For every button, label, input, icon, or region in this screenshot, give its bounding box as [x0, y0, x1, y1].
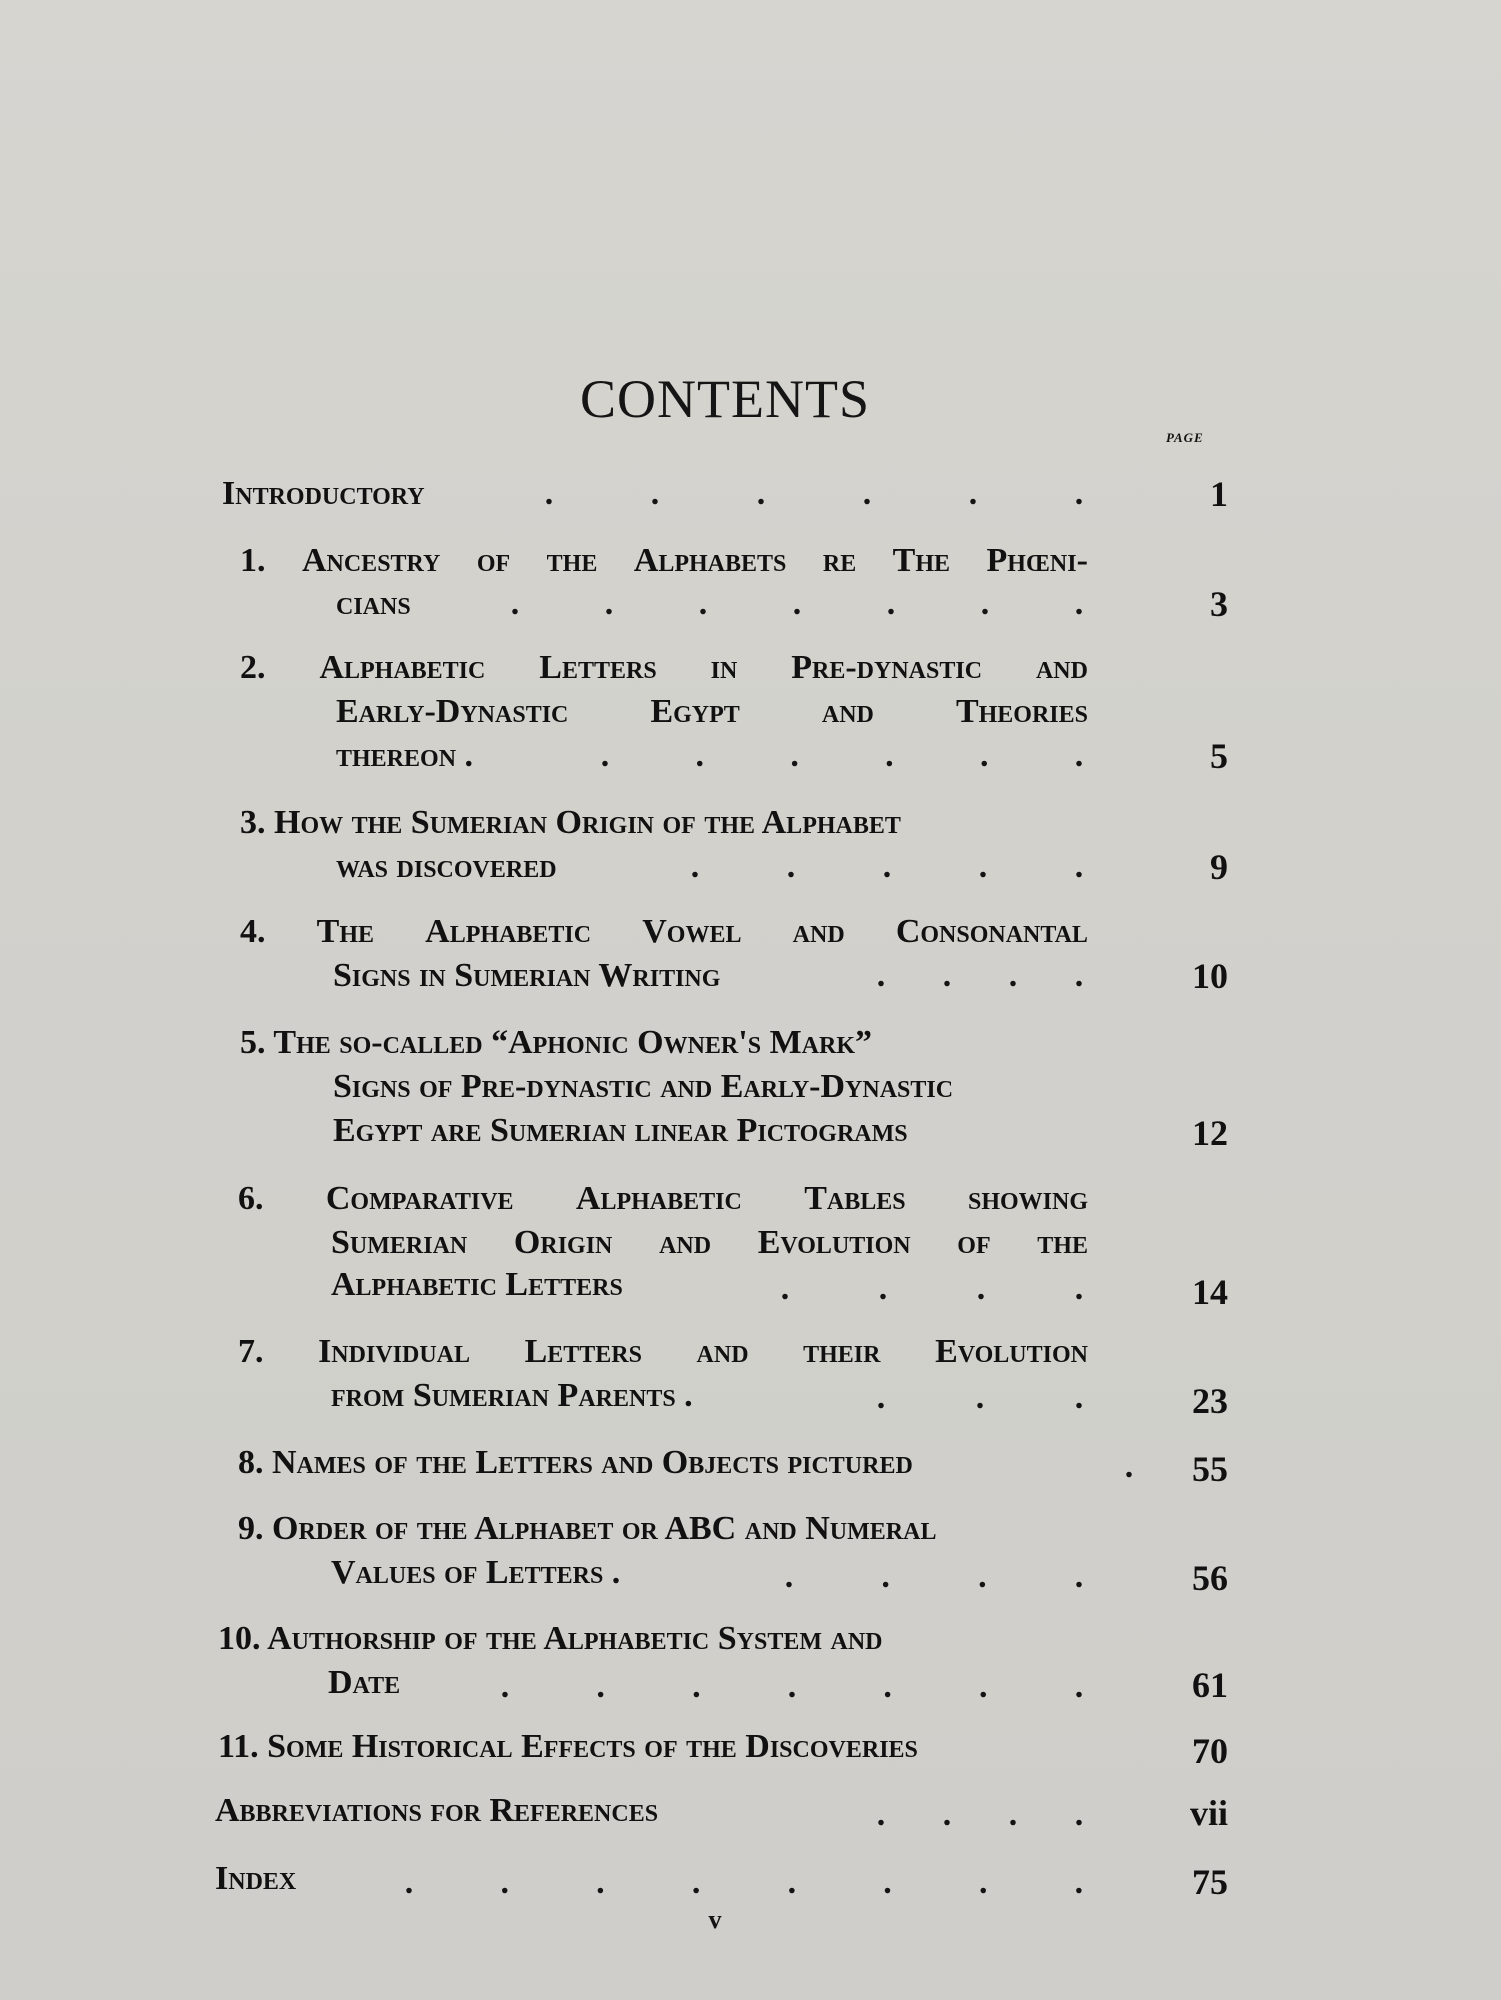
word: 4. — [240, 913, 266, 950]
word: Letters — [539, 649, 657, 686]
word: and — [821, 693, 874, 730]
leader-dots: . . . . . . . — [510, 585, 1084, 622]
toc-entry-title — [240, 911, 1088, 953]
word: of — [957, 1224, 991, 1261]
word: Pre-dynastic — [791, 649, 983, 686]
leader-dots: . . . . — [784, 1558, 1084, 1595]
word: re — [822, 542, 857, 579]
word: the — [546, 542, 598, 579]
word: 2. — [240, 649, 266, 686]
toc-page-number: 10 — [1192, 956, 1228, 996]
leader-dots: . . . . . — [690, 848, 1084, 885]
word: Sumerian — [331, 1224, 468, 1261]
toc-entry-title-cont: cians — [336, 585, 411, 622]
word: Alphabets — [633, 542, 787, 579]
word: Comparative — [325, 1180, 514, 1217]
word: Letters — [524, 1333, 642, 1370]
toc-entry-title: 10. Authorship of the Alphabetic System and — [218, 1620, 883, 1657]
toc-entry-title-cont: Values of Letters . — [331, 1554, 621, 1591]
leader-dots: . . . . . . — [600, 737, 1084, 774]
toc-entry-title-cont: Signs in Sumerian Writing — [333, 957, 721, 994]
toc-page-number: 12 — [1192, 1113, 1228, 1153]
word: 1. — [240, 542, 266, 579]
page-title: CONTENTS — [580, 369, 870, 429]
word: The — [316, 913, 375, 950]
word: and — [1035, 649, 1088, 686]
page-column-label: PAGE — [1166, 430, 1204, 445]
word: and — [792, 913, 845, 950]
toc-page-number: 75 — [1192, 1862, 1228, 1902]
word: and — [696, 1333, 749, 1370]
toc-entry-title: Abbreviations for References — [215, 1792, 659, 1829]
toc-entry-title-cont: Egypt are Sumerian linear Pictograms — [333, 1112, 908, 1149]
toc-entry-title: Introductory — [222, 475, 425, 512]
toc-page-number: vii — [1189, 1793, 1228, 1833]
word: and — [659, 1224, 712, 1261]
toc-page-number: 14 — [1192, 1272, 1228, 1312]
leader-dots: . . . . . . — [544, 475, 1084, 512]
word: 6. — [238, 1180, 264, 1217]
word: Early-Dynastic — [336, 693, 569, 730]
leader-dots: . . . . — [876, 957, 1084, 994]
toc-entry-title: 9. Order of the Alphabet or ABC and Numeral — [238, 1510, 937, 1547]
word: showing — [967, 1180, 1088, 1217]
toc-entry-title-cont — [331, 1222, 1088, 1264]
toc-entry-title — [238, 1331, 1088, 1373]
word: in — [710, 649, 738, 686]
toc-entry-title — [240, 540, 1088, 582]
word: Individual — [318, 1333, 470, 1370]
leader-dots: . — [1124, 1448, 1134, 1485]
toc-page-number: 55 — [1192, 1449, 1228, 1489]
word: Origin — [513, 1224, 613, 1261]
word: Alphabetic — [575, 1180, 742, 1217]
word: Alphabetic — [425, 913, 592, 950]
toc-page-number: 1 — [1210, 474, 1228, 514]
word: their — [803, 1333, 881, 1370]
toc-entry-title-cont — [336, 691, 1088, 733]
toc-entry-title-cont: Alphabetic Letters — [331, 1266, 623, 1303]
word: Phœni- — [986, 542, 1088, 579]
word: Egypt — [650, 693, 740, 730]
toc-entry-title-cont: Signs of Pre-dynastic and Early-Dynastic — [333, 1068, 954, 1105]
toc-entry-title: 11. Some Historical Effects of the Discoveries — [218, 1728, 918, 1765]
leader-dots: . . . . — [876, 1796, 1084, 1833]
folio-number: v — [708, 1905, 722, 1934]
toc-page-number: 61 — [1192, 1665, 1228, 1705]
toc-page-number: 3 — [1210, 584, 1228, 624]
toc-entry-title-cont: from Sumerian Parents . — [331, 1377, 693, 1414]
word: 7. — [238, 1333, 264, 1370]
word: Evolution — [757, 1224, 911, 1261]
toc-page-number: 23 — [1192, 1381, 1228, 1421]
word: Ancestry — [301, 542, 441, 579]
word: Theories — [955, 693, 1088, 730]
leader-dots: . . . . . . . — [500, 1668, 1084, 1705]
word: of — [476, 542, 511, 579]
toc-page-number: 70 — [1192, 1731, 1228, 1771]
word: Consonantal — [895, 913, 1088, 950]
word: Tables — [804, 1180, 906, 1217]
word: The — [892, 542, 951, 579]
leader-dots: . . . . — [780, 1270, 1084, 1307]
leader-dots: . . . — [876, 1379, 1084, 1416]
toc-page-number: 56 — [1192, 1558, 1228, 1598]
toc-entry-title — [240, 647, 1088, 689]
toc-entry-title: 3. How the Sumerian Origin of the Alphabet — [240, 804, 901, 841]
word: Evolution — [935, 1333, 1088, 1370]
toc-entry-title: Index — [215, 1860, 297, 1897]
toc-entry-title-cont: was discovered — [336, 848, 557, 885]
toc-entry-title-cont: thereon . — [336, 737, 474, 774]
word: Vowel — [642, 913, 742, 950]
word: the — [1037, 1224, 1088, 1261]
leader-dots: . . . . . . . . — [404, 1864, 1084, 1901]
toc-entry-title-cont: Date — [328, 1664, 401, 1701]
toc-page-number: 5 — [1210, 736, 1228, 776]
toc-entry-title: 5. The so-called “Aphonic Owner's Mark” — [240, 1024, 872, 1061]
word: Alphabetic — [319, 649, 486, 686]
toc-entry-title — [238, 1178, 1088, 1220]
toc-page-number: 9 — [1210, 847, 1228, 887]
toc-entry-title: 8. Names of the Letters and Objects pictured — [238, 1444, 913, 1481]
